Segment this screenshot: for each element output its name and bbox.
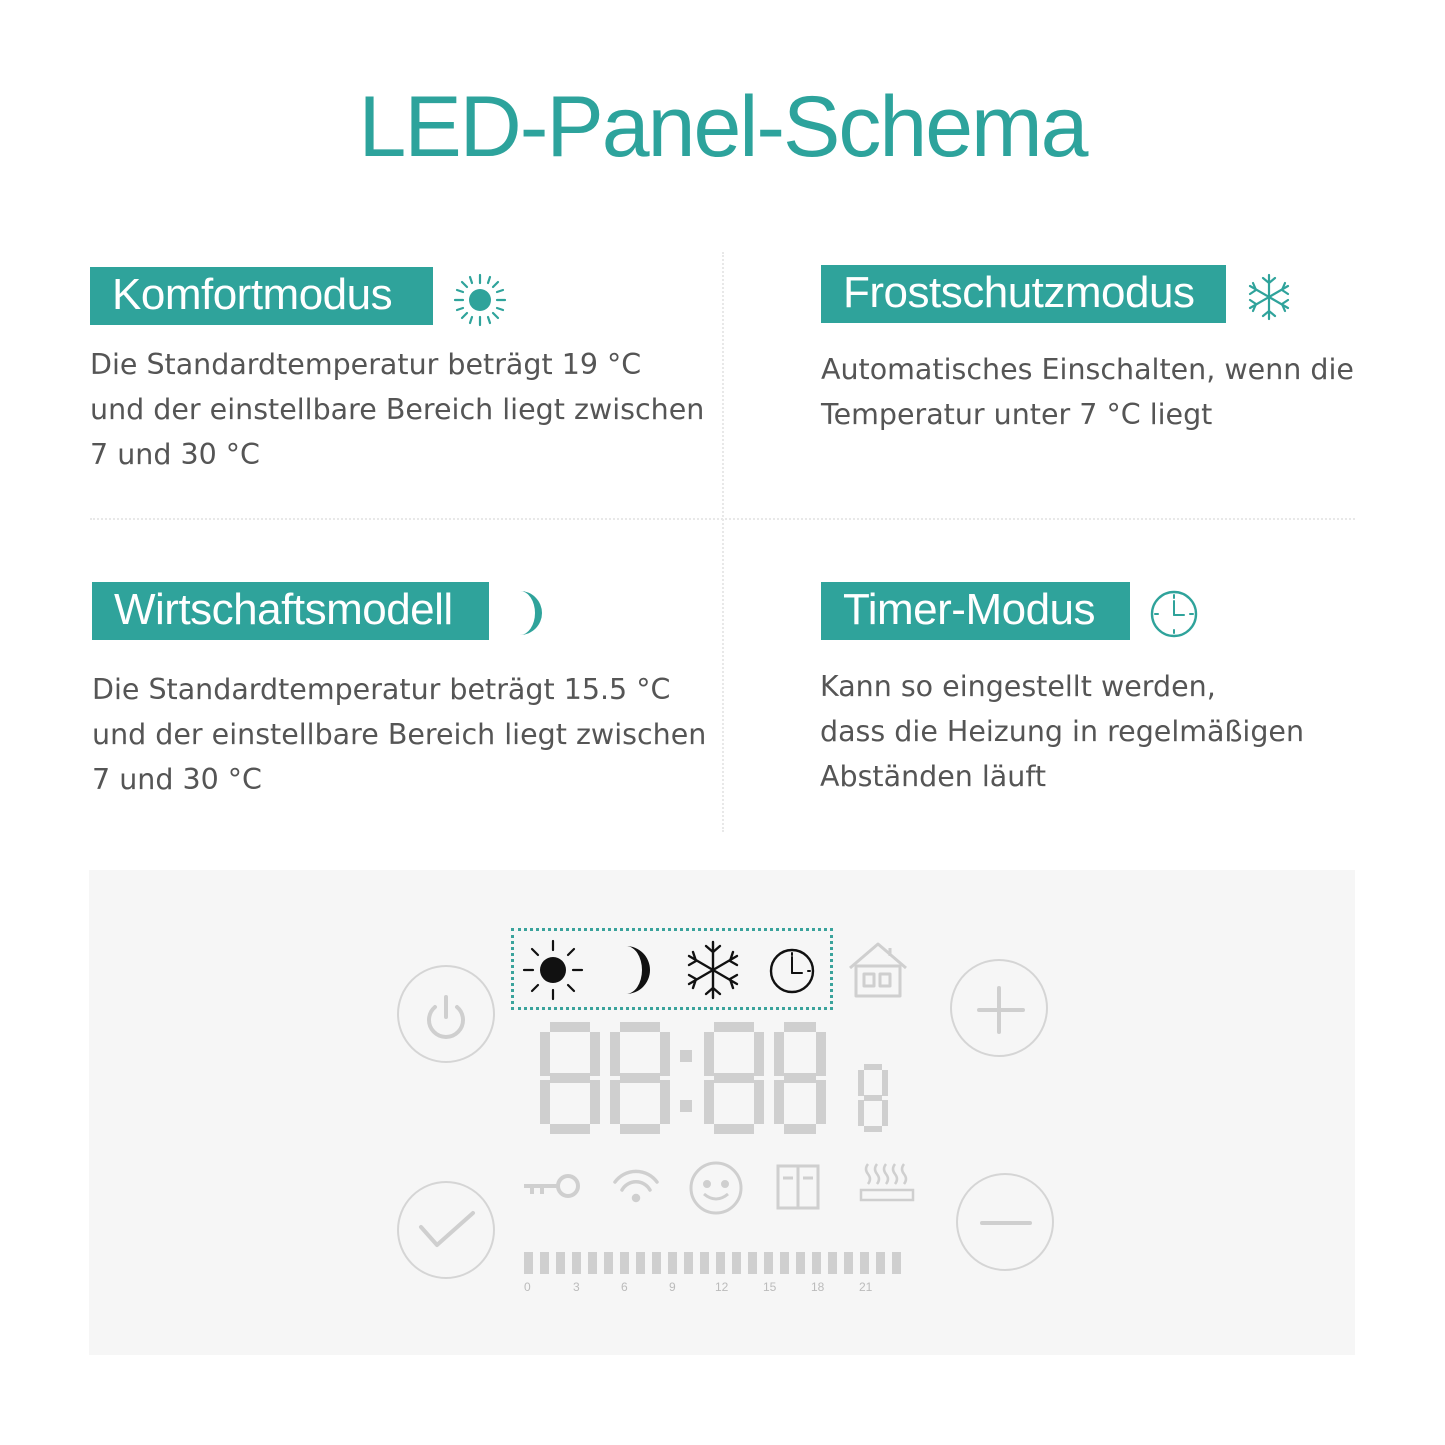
display-segment <box>704 1032 714 1076</box>
timeline-segment <box>876 1252 885 1274</box>
timeline-tick-label: 21 <box>859 1280 873 1294</box>
timeline-tick-label: 9 <box>669 1280 676 1294</box>
display-segment <box>882 1070 888 1096</box>
timeline-segment <box>604 1252 613 1274</box>
display-segment <box>620 1073 660 1083</box>
timeline-segment <box>732 1252 741 1274</box>
timeline-tick-label: 12 <box>715 1280 729 1294</box>
plus-icon <box>952 961 1046 1055</box>
timeline-segment <box>556 1252 565 1274</box>
timeline-segment <box>620 1252 629 1274</box>
display-segment <box>714 1073 754 1083</box>
display-segment <box>610 1032 620 1076</box>
timeline-segment <box>540 1252 549 1274</box>
timeline-segment <box>684 1252 693 1274</box>
display-segment <box>858 1070 864 1096</box>
timeline-segment <box>748 1252 757 1274</box>
wifi-icon <box>615 1171 657 1200</box>
display-segment <box>590 1032 600 1076</box>
frost-mode-description: Automatisches Einschalten, wenn die Temperatur unter 7 °C liegt <box>821 353 1354 431</box>
timeline-segment <box>636 1252 645 1274</box>
display-segment <box>660 1032 670 1076</box>
display-segment <box>816 1080 826 1124</box>
comfort-mode-label: Komfortmodus <box>90 267 433 325</box>
status-icon-row <box>520 1160 920 1220</box>
display-segment <box>550 1073 590 1083</box>
display-segment <box>754 1032 764 1076</box>
display-segment <box>816 1032 826 1076</box>
timeline-segment <box>860 1252 869 1274</box>
display-segment <box>550 1124 590 1134</box>
display-segment <box>550 1022 590 1032</box>
timeline-segment <box>716 1252 725 1274</box>
comfort-mode-description: Die Standardtemperatur beträgt 19 °C und der einstellbare Bereich liegt zwischen 7 und 30 °C <box>90 348 705 471</box>
clock-icon <box>767 946 817 996</box>
display-segment <box>754 1080 764 1124</box>
sun-icon <box>520 938 586 1004</box>
display-segment <box>882 1100 888 1126</box>
checkmark-icon <box>399 1183 493 1277</box>
economy-mode-label: Wirtschaftsmodell <box>92 582 489 640</box>
power-icon <box>399 967 493 1061</box>
vertical-divider <box>722 252 724 832</box>
confirm-button[interactable] <box>397 1181 495 1279</box>
timeline-tick-label: 15 <box>763 1280 777 1294</box>
key-icon <box>524 1176 578 1196</box>
face-icon <box>691 1163 741 1213</box>
snowflake-icon <box>1244 272 1294 322</box>
timeline-segment <box>828 1252 837 1274</box>
minus-icon <box>958 1175 1052 1269</box>
display-colon-dot <box>680 1050 692 1062</box>
timeline-tick-label: 3 <box>573 1280 580 1294</box>
timeline-tick-label: 18 <box>811 1280 825 1294</box>
heating-icon <box>861 1164 913 1200</box>
moon-icon <box>620 943 656 997</box>
horizontal-divider <box>90 518 1355 520</box>
plus-button[interactable] <box>950 959 1048 1057</box>
display-segment <box>714 1022 754 1032</box>
display-segment <box>590 1080 600 1124</box>
page-title: LED-Panel-Schema <box>358 79 1087 175</box>
display-segment <box>784 1124 816 1134</box>
display-segment <box>620 1022 660 1032</box>
timeline-segment <box>524 1252 533 1274</box>
display-segment <box>784 1022 816 1032</box>
power-button[interactable] <box>397 965 495 1063</box>
clock-icon <box>1148 588 1200 640</box>
frost-mode-label: Frostschutzmodus <box>821 265 1226 323</box>
timeline-segment <box>572 1252 581 1274</box>
display-segment <box>610 1080 620 1124</box>
snowflake-icon <box>684 940 742 1000</box>
display-segment <box>620 1124 660 1134</box>
display-segment <box>660 1080 670 1124</box>
sun-icon <box>452 272 508 328</box>
timer-mode-label: Timer-Modus <box>821 582 1130 640</box>
timeline-segment <box>780 1252 789 1274</box>
timeline-segment <box>700 1252 709 1274</box>
display-segment <box>540 1080 550 1124</box>
timeline-tick-label: 0 <box>524 1280 531 1294</box>
minus-button[interactable] <box>956 1173 1054 1271</box>
display-segment <box>774 1032 784 1076</box>
window-icon <box>778 1166 818 1208</box>
timeline-segment <box>668 1252 677 1274</box>
timeline-segment <box>764 1252 773 1274</box>
display-segment <box>784 1073 816 1083</box>
timeline-segment <box>796 1252 805 1274</box>
display-segment <box>864 1095 882 1101</box>
timer-mode-description: Kann so eingestellt werden, dass die Heizung in regelmäßigen Abständen läuft <box>820 670 1305 793</box>
display-segment <box>858 1100 864 1126</box>
economy-mode-description: Die Standardtemperatur beträgt 15.5 °C und der einstellbare Bereich liegt zwischen 7 und 30 °C <box>92 673 707 796</box>
timeline-segment <box>812 1252 821 1274</box>
timeline-tick-label: 6 <box>621 1280 628 1294</box>
display-segment <box>540 1032 550 1076</box>
display-segment <box>714 1124 754 1134</box>
display-colon-dot <box>680 1100 692 1112</box>
timeline-bar <box>524 1252 909 1278</box>
moon-icon <box>512 588 552 638</box>
display-segment <box>864 1064 882 1070</box>
timeline-segment <box>652 1252 661 1274</box>
display-segment <box>774 1080 784 1124</box>
timeline-segment <box>588 1252 597 1274</box>
display-segment <box>704 1080 714 1124</box>
timeline-segment <box>892 1252 901 1274</box>
house-icon <box>846 940 910 1000</box>
display-segment <box>864 1126 882 1132</box>
seven-segment-display <box>536 1020 896 1138</box>
timeline-segment <box>844 1252 853 1274</box>
